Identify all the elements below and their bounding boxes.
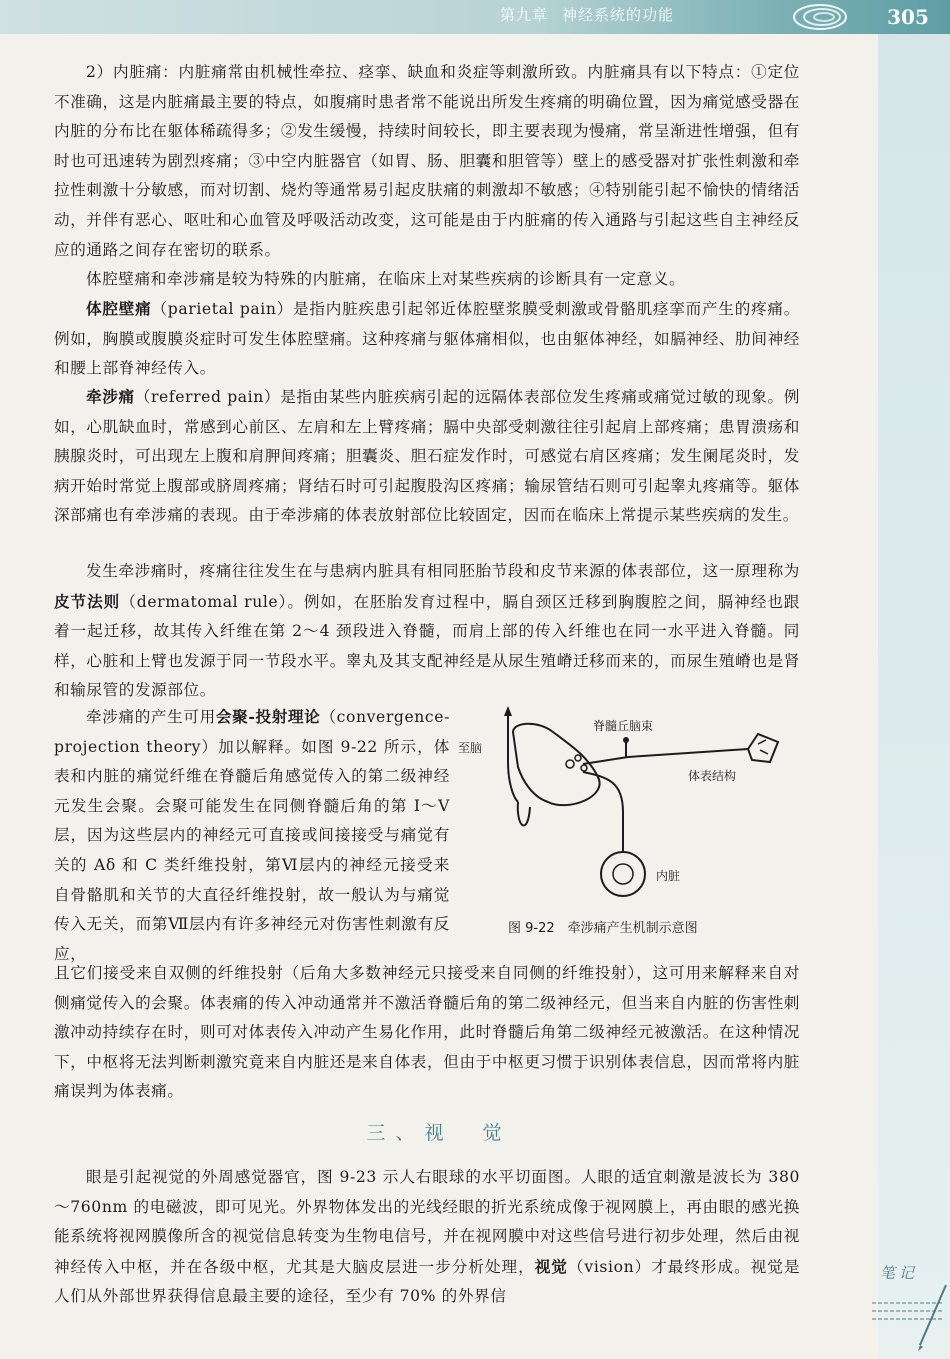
paragraph-dermatomal-rule xyxy=(54,557,800,706)
label-spinothalamic-tract: 脊髓丘脑束 xyxy=(593,719,654,733)
chapter-title: 神经系统的功能 xyxy=(562,6,675,24)
term-parietal-pain: 体腔壁痛 xyxy=(86,299,152,318)
paragraph-convergence-theory xyxy=(54,702,450,969)
paragraph-text: （referred pain）是指由某些内脏疾病引起的远隔体表部位发生疼痛或痛觉过敏的现象。例如，心肌缺血时，常感到心前区、左肩和左上臂疼痛；膈中央部受刺激往往引起肩上部疼痛；患胃溃疡和胰腺炎时，可出现左上腹和肩胛间疼痛；胆囊炎、胆石症发作时，可感觉右肩区疼痛；发生阑尾炎时，发病开始时常觉上腹部或脐周疼痛；肾结石时可引起腹股沟区疼痛；输尿管结石则可引起睾丸疼痛等。躯体深部痛也有牵涉痛的表现。由于牵涉痛的体表放射部位比较固定，因而在临床上常提示某些疾病的发生。 xyxy=(54,388,800,525)
paragraph-text: （dermatomal rule）。例如，在胚胎发育过程中，膈自颈区迁移到胸腹腔之间，膈神经也跟着一起迁移，故其传入纤维在第 2～4 颈段进入脊髓，而肩上部的传入纤维也在同一水平进入脊髓。同样，心脏和上臂也发源于同一节段水平。睾丸及其支配神经是从尿生殖嵴迁移而来的，而尿生殖嵴也是肾和输尿管的发源部位。 xyxy=(54,592,800,700)
paragraph-text: （convergence-projection theory）加以解释。如图 9-22 所示，体表和内脏的痛觉纤维在脊髓后角感觉传入的第二级神经元发生会聚。会聚可能发生在同侧脊髓后角的第 Ⅰ～Ⅴ层，因为这些层内的神经元可直接或间接接受与痛觉有关的 Aδ 和 C 类纤维投射，第Ⅵ层内的神经元接受来自骨骼肌和关节的大直径纤维投射，故一般认为与痛觉传入无关，而第Ⅶ层内有许多神经元对伤害性刺激有反应， xyxy=(54,708,450,963)
section-title-vision: 三、视 觉 xyxy=(366,1122,512,1144)
term-referred-pain: 牵涉痛 xyxy=(86,387,135,406)
paragraph-text: 牵涉痛的产生可用 xyxy=(86,708,216,726)
paragraph-parietal-pain xyxy=(54,294,800,384)
term-vision: 视觉 xyxy=(534,1256,568,1276)
paragraph-text: 且它们接受来自双侧的纤维投射（后角大多数神经元只接受来自同侧的纤维投射），这可用来解释来自对侧痛觉传入的会聚。体表痛的传入冲动通常并不激活脊髓后角的第二级神经元，但当来自内脏的伤害性刺激冲动持续存在时，则可对体表传入冲动产生易化作用，此时脊髓后角第二级神经元被激活。在这种情况下，中枢将无法判断刺激究竟来自内脏还是来自体表，但由于中枢更习惯于识别体表信息，因而常将内脏痛误判为体表痛。 xyxy=(54,964,800,1101)
figure-caption: 图 9-22 牵涉痛产生机制示意图 xyxy=(508,921,698,936)
paragraph-visceral-pain xyxy=(54,58,800,265)
paragraph-text: 发生牵涉痛时，疼痛往往发生在与患病内脏具有相同胚胎节段和皮节来源的体表部位，这一原理称为 xyxy=(86,562,800,580)
page-number: 305 xyxy=(887,5,929,29)
paragraph-text: 2）内脏痛：内脏痛常由机械性牵拉、痉挛、缺血和炎症等刺激所致。内脏痛具有以下特点：①定位不准确，这是内脏痛最主要的特点，如腹痛时患者常不能说出所发生疼痛的明确位置，因为痛觉感受器在内脏的分布比在躯体稀疏得多；②发生缓慢，持续时间较长，即主要表现为慢痛，常呈渐进性增强，但有时也可迅速转为剧烈疼痛；③中空内脏器官（如胃、肠、胆囊和胆管等）壁上的感受器对扩张性刺激和牵拉性刺激十分敏感，而对切割、烧灼等通常易引起皮肤痛的刺激却不敏感；④特别能引起不愉快的情绪活动，并伴有恶心、呕吐和心血管及呼吸活动改变，这可能是由于内脏痛的传入通路与引起这些自主神经反应的通路之间存在密切的联系。 xyxy=(54,63,800,259)
paragraph-text: （parietal pain）是指内脏疾患引起邻近体腔壁浆膜受刺激或骨骼肌痉挛而产生的疼痛。例如，胸膜或腹膜炎症时可发生体腔壁痛。这种疼痛与躯体痛相似，也由躯体神经，如膈神经、肋间神经和腰上部脊神经传入。 xyxy=(54,300,800,378)
notes-label: 笔记 xyxy=(880,1264,919,1282)
page-header xyxy=(0,0,950,34)
term-convergence-projection: 会聚-投射理论 xyxy=(215,707,321,726)
paragraph-text: （vision）才最终形成。视觉是人们从外部世界获得信息最主要的途径，至少有 70% 的外界信 xyxy=(54,1257,801,1306)
notes-lines-icon xyxy=(872,1285,950,1355)
margin-strip xyxy=(878,34,950,1359)
swirl-logo-icon xyxy=(790,1,850,33)
term-dermatomal-rule: 皮节法则 xyxy=(54,591,121,611)
paragraph-special-visceral xyxy=(54,265,800,295)
paragraph-convergence-continued xyxy=(54,959,800,1107)
label-viscera: 内脏 xyxy=(656,869,681,883)
label-body-structure: 体表结构 xyxy=(688,769,737,783)
chapter-heading xyxy=(500,4,688,28)
paragraph-text: 眼是引起视觉的外周感觉器官，图 9-23 示人右眼球的水平切面图。人眼的适宜刺激是波长为 380～760nm 的电磁波，即可见光。外界物体发出的光线经眼的折光系统成像于视网膜上，再由眼的感光换能系统将视网膜像所含的视觉信息转变为生物电信号，并在视网膜中对这些信号进行初步处理，然后由视神经传入中枢，并在各级中枢，尤其是大脑皮层进一步分析处理， xyxy=(54,1168,800,1276)
paragraph-text: 体腔壁痛和牵涉痛是较为特殊的内脏痛，在临床上对某些疾病的诊断具有一定意义。 xyxy=(86,270,686,288)
paragraph-referred-pain xyxy=(54,382,800,531)
chapter-number: 第九章 xyxy=(500,6,549,24)
paragraph-vision-intro xyxy=(54,1163,800,1312)
label-to-brain: 至脑 xyxy=(458,741,483,755)
